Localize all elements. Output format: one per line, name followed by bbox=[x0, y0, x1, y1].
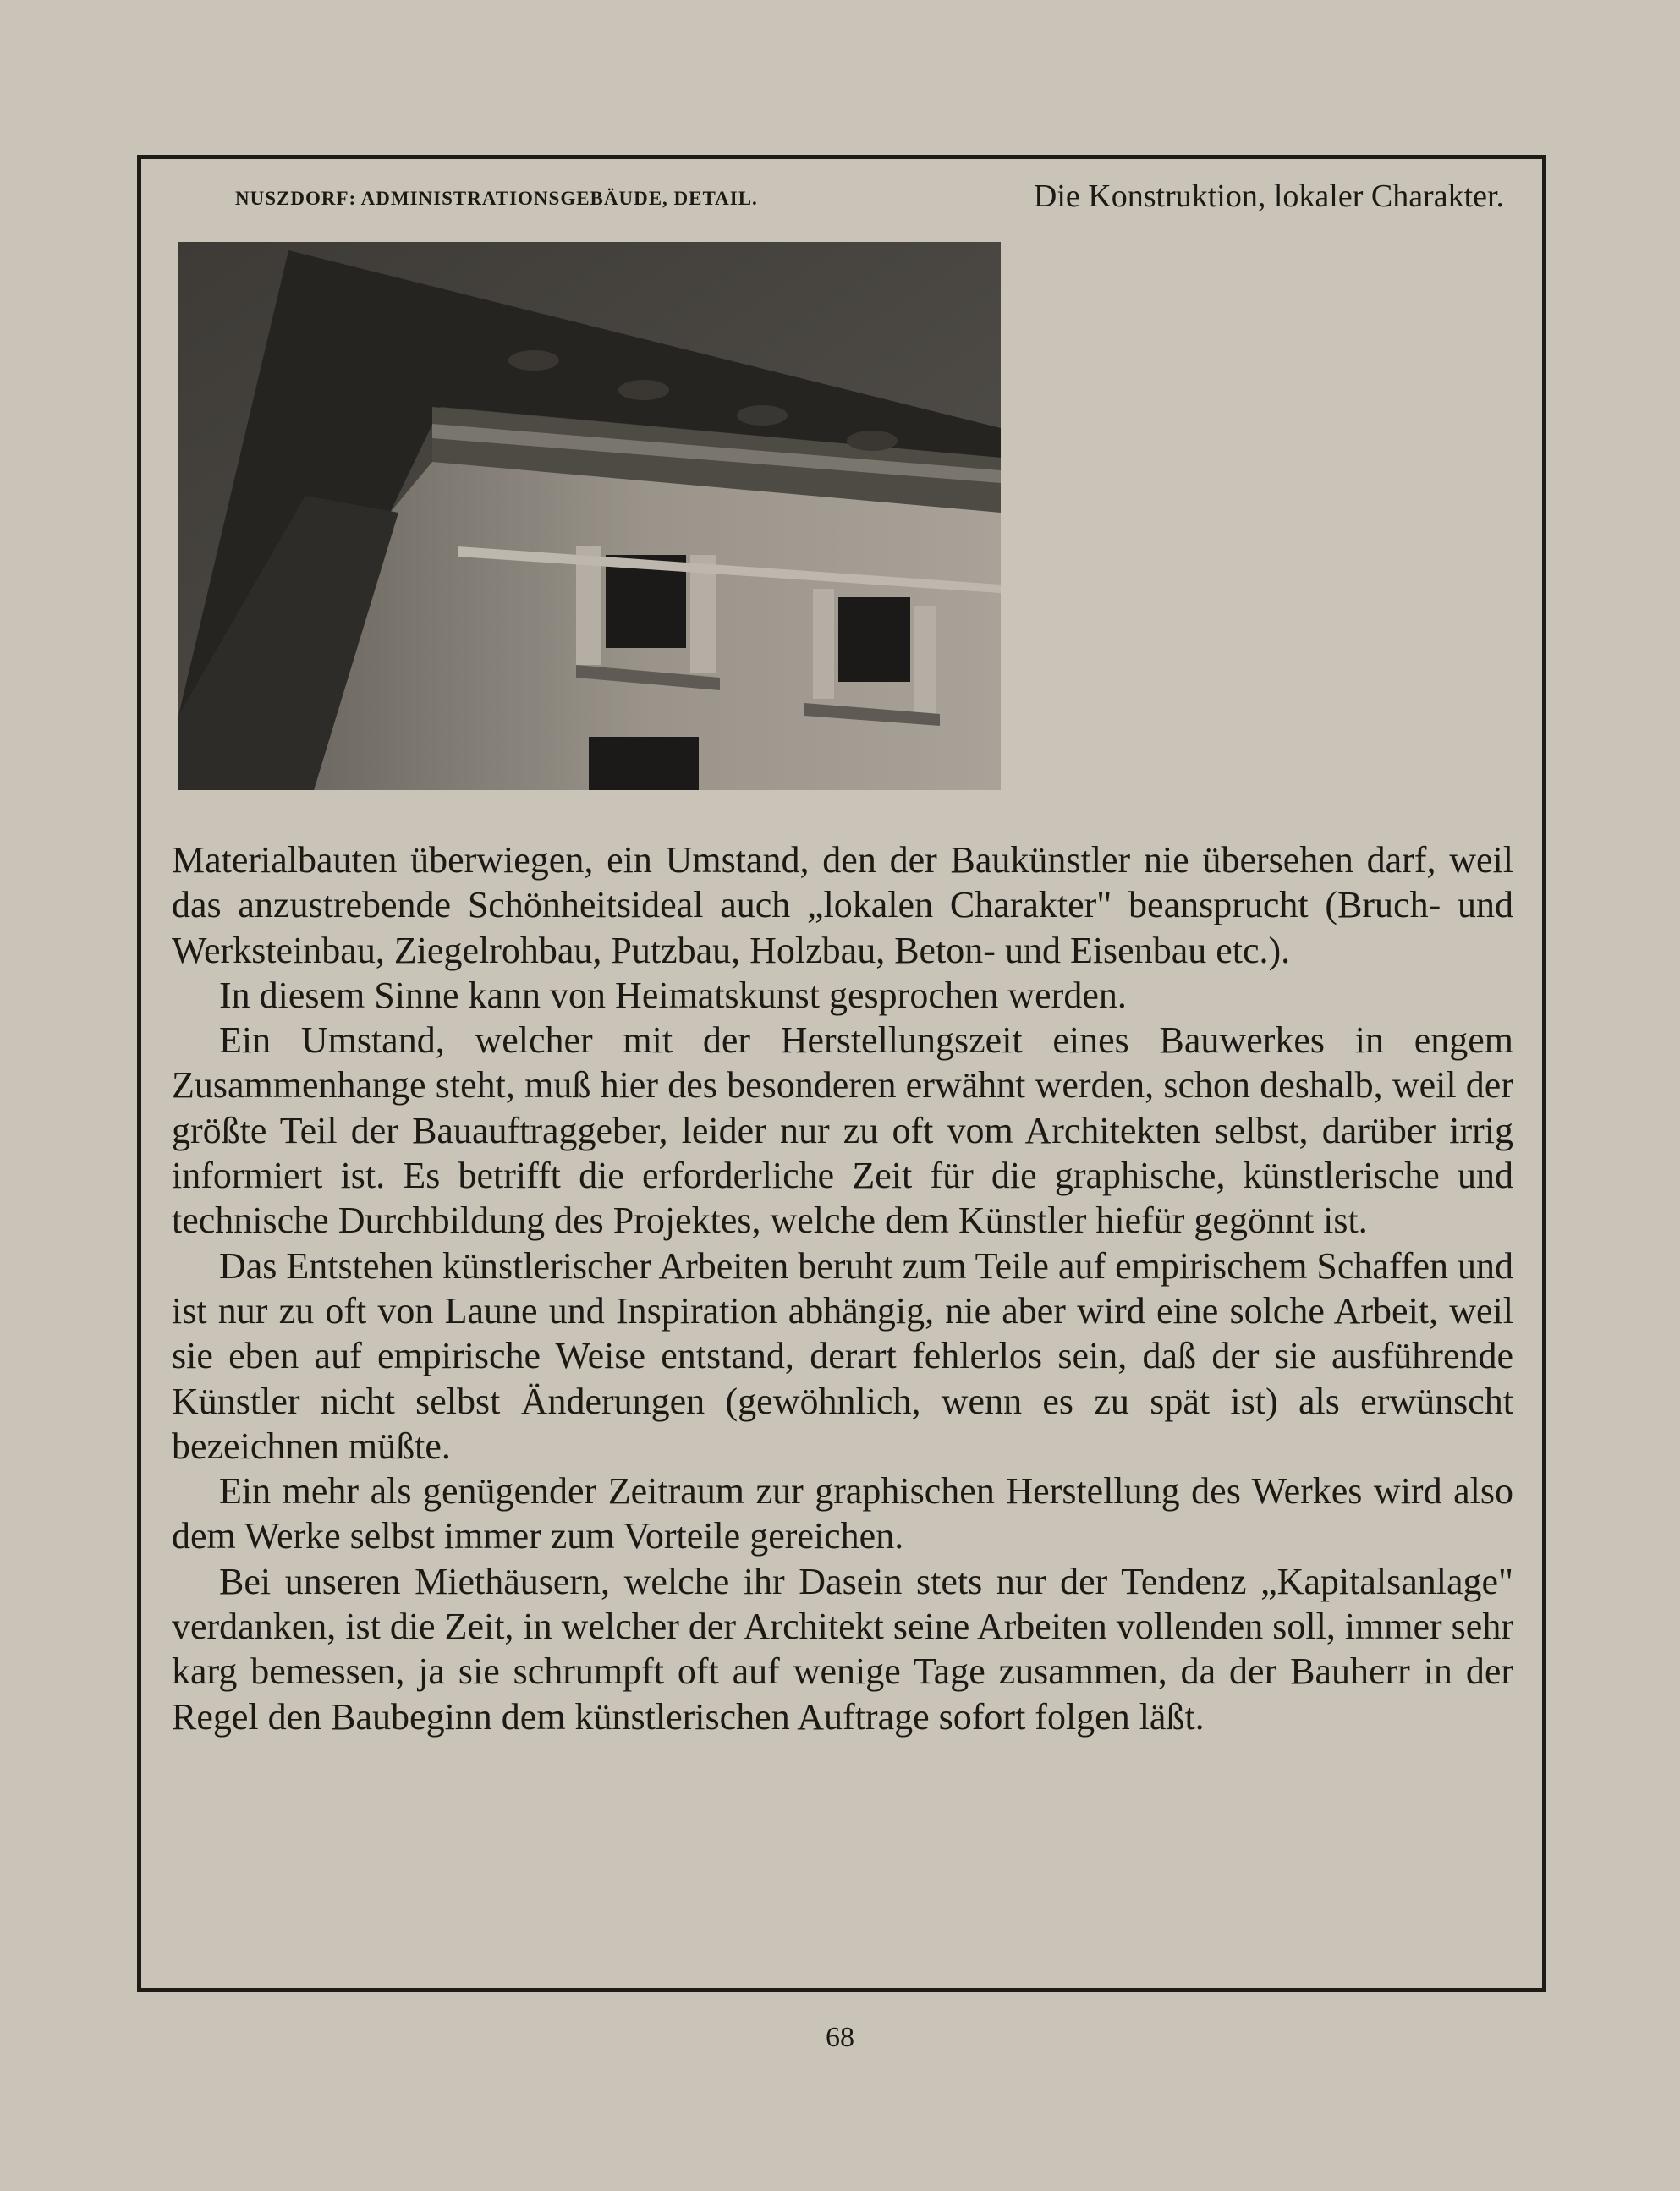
paragraph: Materialbauten überwiegen, ein Umstand, den der Baukünstler nie übersehen darf, weil das anzustrebende Schönheitsideal auch „lokalen Charakter" beansprucht (Bruch- und Werksteinbau, Ziegelrohbau, Putzbau, Holzbau, Beton- und Eisenbau etc.). bbox=[172, 839, 1513, 971]
body-text bbox=[172, 837, 1513, 1739]
building-detail-photo bbox=[178, 242, 1001, 790]
paragraph: Ein Umstand, welcher mit der Herstellungszeit eines Bauwerkes in engem Zusammenhange steht, muß hier des besonderen erwähnt werden, schon deshalb, weil der größte Teil der Bauauftraggeber, leider nur zu oft vom Architekten selbst, darüber irrig informiert ist. Es betrifft die erforderliche Zeit für die graphische, künstlerische und technische Durchbildung des Projektes, welche dem Künstler hiefür gegönnt ist. bbox=[172, 1019, 1513, 1242]
marginal-heading: Die Konstruktion, lokaler Charakter. bbox=[1033, 178, 1505, 214]
paragraph: In diesem Sinne kann von Heimatskunst gesprochen werden. bbox=[219, 974, 1127, 1016]
photo-caption: NUSZDORF: ADMINISTRATIONSGEBÄUDE, DETAIL. bbox=[235, 188, 758, 209]
paragraph: Ein mehr als genügender Zeitraum zur graphischen Herstellung des Werkes wird also dem Werke selbst immer zum Vorteile gereichen. bbox=[172, 1470, 1513, 1557]
paragraph: Das Entstehen künstlerischer Arbeiten beruht zum Teile auf empirischem Schaffen und ist nur zu oft von Laune und Inspiration abhängig, nie aber wird eine solche Arbeit, weil sie eben auf empirische Weise entstand, derart fehlerlos sein, daß der sie ausführende Künstler nicht selbst Änderungen (gewöhnlich, wenn es zu spät ist) als erwünscht bezeichnen müßte. bbox=[172, 1244, 1513, 1467]
page-number: 68 bbox=[826, 2022, 854, 2053]
paragraph: Bei unseren Miethäusern, welche ihr Dasein stets nur der Tendenz „Kapitalsanlage" verdanken, ist die Zeit, in welcher der Architekt seine Arbeiten vollenden soll, immer sehr karg bemessen, ja sie schrumpft oft auf wenige Tage zusammen, da der Bauherr in der Regel den Baubeginn dem künstlerischen Auftrage sofort folgen läßt. bbox=[172, 1560, 1513, 1738]
